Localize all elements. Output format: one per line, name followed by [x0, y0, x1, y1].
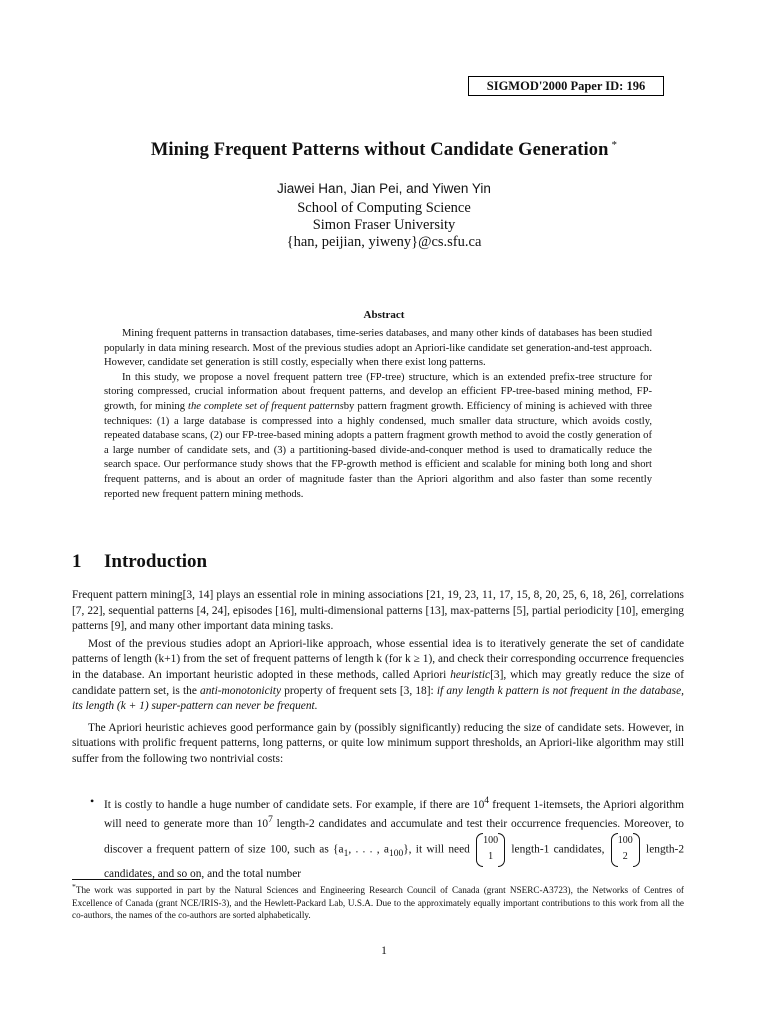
- intro-p2-em-antimonotonicity: anti-monotonicity: [200, 684, 282, 697]
- intro-paragraph-2: [72, 637, 684, 715]
- paper-title: [60, 139, 708, 161]
- footnote-mark: *: [72, 882, 76, 891]
- abstract-p2-emphasis: the complete set of frequent patterns: [188, 400, 344, 412]
- intro-p2-em-heuristic: heuristic: [450, 668, 491, 681]
- bullet-sub-2: 100: [388, 848, 404, 859]
- bullet-part-g: length-2 candidates, and so on, and the total number: [104, 843, 685, 880]
- author-emails: {han, peijian, yiweny}@cs.sfu.ca: [286, 234, 482, 250]
- intro-paragraph-1: Frequent pattern mining[3, 14] plays an essential role in mining associations [21, 19, 23, 11, 17, 15, 8, 20, 25, 6, 18, 26], correlations [7, 22], sequential patterns [4, 24], episodes [16], multi-dimensional patterns [13], max-patterns [5], partial periodicity [10], emerging patterns [9], and many other important data mining tasks.: [72, 589, 684, 633]
- bullet-part-c: length-2 candidates and accumulate and test their occurrence frequencies. Moreover, to discover a frequent pattern of size 100, such as {a: [104, 818, 684, 856]
- bullet-part-f: length-1 candidates,: [507, 843, 609, 856]
- bullet-sup-2: 7: [268, 815, 273, 826]
- binom2-top: 100: [617, 834, 633, 846]
- binomial-100-choose-1: [476, 833, 505, 867]
- title-footnote-mark: *: [611, 139, 618, 151]
- abstract-paragraph-2: [104, 371, 652, 502]
- author-university: Simon Fraser University: [312, 217, 456, 233]
- abstract-paragraph-1: Mining frequent patterns in transaction databases, time-series databases, and many other kinds of databases has been studied popularly in data mining research. Most of the previous studies adopt an Apriori-like candidate set generation-and-test approach. However, candidate set generation is still costly, especially when there exist long patterns.: [104, 328, 652, 369]
- binom1-top: 100: [483, 834, 499, 846]
- intro-p2-em-property: if any length k pattern is not frequent in the database, its length (k + 1) super-pattern can never be frequent.: [72, 684, 685, 713]
- abstract-body: [104, 327, 652, 502]
- footnote: [72, 881, 684, 922]
- abstract-heading: Abstract: [363, 309, 405, 321]
- bullet-sup-1: 4: [484, 796, 490, 806]
- section-number: 1: [72, 551, 82, 572]
- intro-bullet-1: [104, 794, 684, 882]
- intro-body: [72, 588, 684, 768]
- page-number: 1: [381, 945, 387, 957]
- footnote-text: The work was supported in part by the Natural Sciences and Engineering Research Council of Canada (grant NSERC-A3723), the Networks of Centres of Excellence of Canada (grant NCE/IRIS-3), and the Hewlett-Packard Lab, U.S.A. Due to the approximately equally important contributions to this work from all the co-authors, the names of the co-authors are sorted alphabetically.: [72, 885, 684, 921]
- bullet-part-e: }, it will need: [403, 843, 475, 856]
- bullet-part-d: , . . . , a: [348, 843, 389, 856]
- binom2-bottom: 2: [622, 850, 628, 862]
- author-names: Jiawei Han, Jian Pei, and Yiwen Yin: [277, 181, 491, 196]
- author-school: School of Computing Science: [297, 200, 471, 216]
- intro-p2-part-c: property of frequent sets [3, 18]:: [281, 684, 437, 697]
- binom1-bottom: 1: [488, 850, 494, 862]
- bullet-marker: •: [90, 794, 95, 808]
- binomial-100-choose-2: [611, 833, 640, 867]
- bullet-part-a: It is costly to handle a huge number of candidate sets. For example, if there are 10: [104, 798, 485, 811]
- bullet-part-b: frequent 1-itemsets, the Apriori algorithm will need to generate more than 10: [104, 798, 684, 831]
- intro-paragraph-3: The Apriori heuristic achieves good performance gain by (possibly significantly) reducing the size of candidate sets. However, in situations with prolific frequent patterns, long patterns, or quite low minimum support thresholds, an Apriori-like algorithm may still suffer from the following two nontrivial costs:: [72, 721, 684, 765]
- paper-id-box: SIGMOD'2000 Paper ID: 196: [468, 76, 664, 96]
- footnote-rule: [72, 879, 200, 880]
- title-text: Mining Frequent Patterns without Candidate Generation: [150, 140, 609, 161]
- intro-p2-part-a: Most of the previous studies adopt an Apriori-like approach, whose essential idea is to iteratively generate the set of candidate patterns of length (k+1) from the set of frequent patterns of length k (for k ≥ 1), and check their corresponding occurrence frequencies in the database. An important heuristic adopted in these methods, called Apriori: [72, 637, 684, 681]
- bullet-sub-1: 1: [343, 848, 349, 859]
- intro-p2-part-b: [3], which may greatly reduce the size of candidate pattern set, is the: [72, 668, 684, 697]
- abstract-p2-part-a: In this study, we propose a novel frequent pattern tree (FP-tree) structure, which is an extended prefix-tree structure for storing compressed, crucial information about frequent patterns, and develop an efficient FP-tree-based mining method, FP-growth, for mining: [104, 371, 652, 412]
- section-title: Introduction: [104, 551, 208, 572]
- abstract-p2-part-b: by pattern fragment growth. Efficiency of mining is achieved with three techniques: (1) a large database is compressed into a highly condensed, much smaller data structure, which avoids costly, repeated database scans, (2) our FP-tree-based mining adopts a pattern fragment growth method to avoid the costly generation of a large number of candidate sets, and (3) a partitioning-based divide-and-conquer method is used to dramatically reduce the search space. Our performance study shows that the FP-growth method is efficient and scalable for mining both long and short frequent patterns, and is about an order of magnitude faster than the Apriori algorithm and also faster than some recently reported new frequent pattern mining methods.: [104, 400, 652, 500]
